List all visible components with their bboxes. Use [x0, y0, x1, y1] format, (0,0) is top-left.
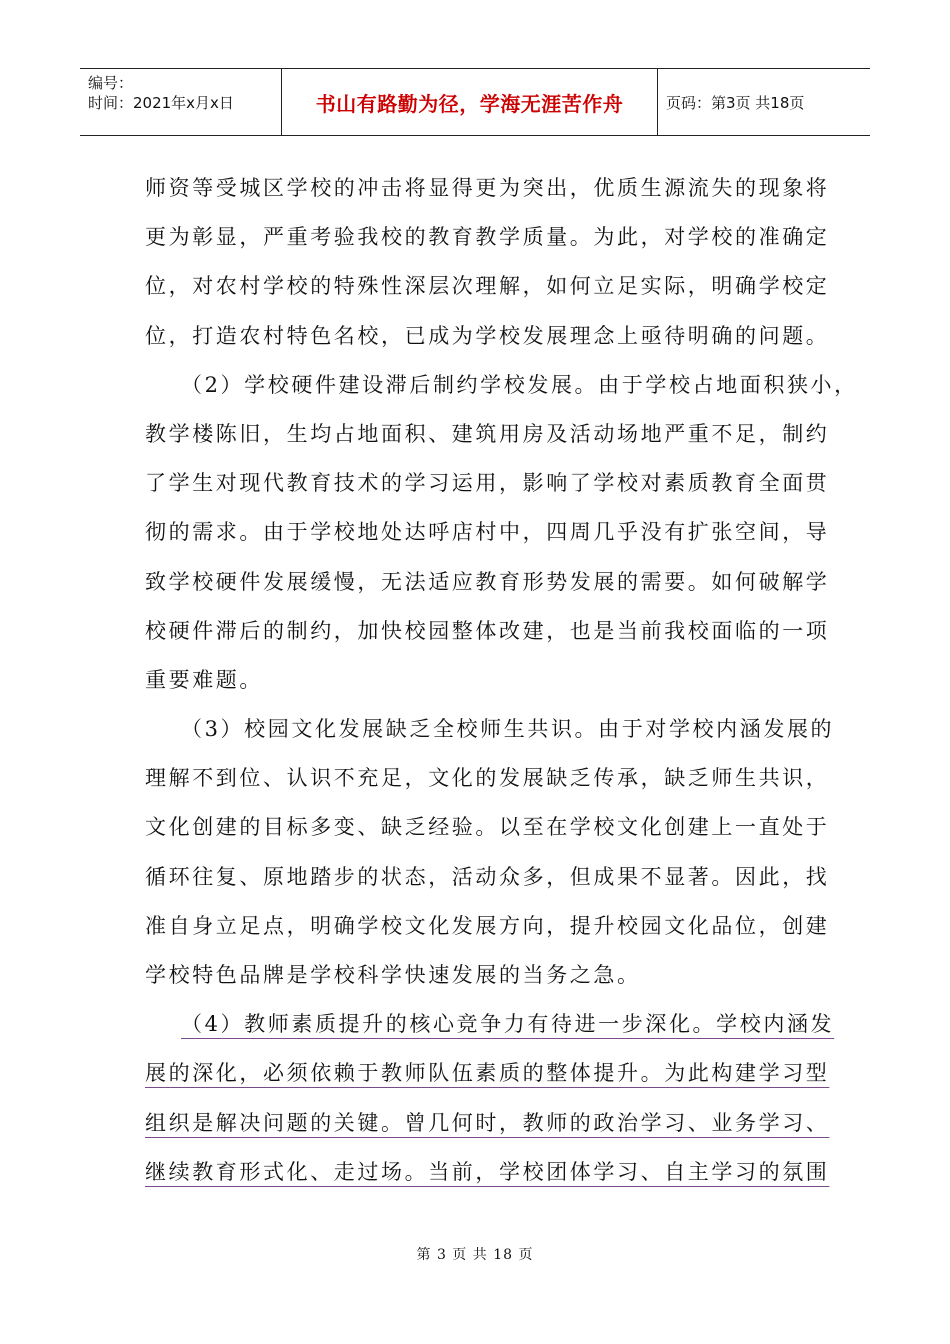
body-line: 位，对农村学校的特殊性深层次理解，如何立足实际，明确学校定	[145, 274, 830, 299]
body-line: 更为彰显，严重考验我校的教育教学质量。为此，对学校的准确定	[145, 225, 830, 250]
underlined-text: （4）教师素质提升的核心竞争力有待进一步深化。学校内涵发	[181, 1012, 835, 1037]
body-line: 重要难题。	[145, 667, 263, 692]
underlined-text: 继续教育形式化、走过场。当前，学校团体学习、自主学习的氛围	[145, 1159, 830, 1184]
body-line: 学校特色品牌是学校科学快速发展的当务之急。	[145, 963, 641, 987]
page-footer: 第 3 页 共 18 页	[416, 1247, 534, 1263]
body-line: 理解不到位、认识不充足，文化的发展缺乏传承，缺乏师生共识，	[145, 766, 830, 791]
underlined-body-line	[145, 1099, 830, 1148]
body-line: 师资等受城区学校的冲击将显得更为突出，优质生源流失的现象将	[145, 176, 830, 200]
paragraph-start-line: （2）学校硬件建设滞后制约学校发展。由于学校占地面积狭小，	[181, 372, 858, 397]
body-line: 致学校硬件发展缓慢，无法适应教育形势发展的需要。如何破解学	[145, 569, 830, 594]
underlined-text: 组织是解决问题的关键。曾几何时，教师的政治学习、业务学习、	[145, 1110, 830, 1135]
body-line: 循环往复、原地踏步的状态，活动众多，但成果不显著。因此，找	[145, 864, 830, 889]
body-line: 位，打造农村特色名校，已成为学校发展理念上亟待明确的问题。	[145, 323, 830, 348]
body-line: 了学生对现代教育技术的学习运用，影响了学校对素质教育全面贯	[145, 471, 830, 496]
underlined-body-line	[145, 1049, 830, 1098]
underlined-paragraph-start-line	[145, 1000, 835, 1049]
body-line: 彻的需求。由于学校地处达呼店村中，四周几乎没有扩张空间，导	[145, 520, 830, 545]
header-page-info: 页码：第3页 共18页	[666, 93, 805, 112]
paragraph-start-line: （3）校园文化发展缺乏全校师生共识。由于对学校内涵发展的	[181, 717, 835, 742]
document-time-label: 时间：2021年x月x日	[88, 94, 234, 112]
document-body	[145, 164, 858, 1197]
body-line: 文化创建的目标多变、缺乏经验。以至在学校文化创建上一直处于	[145, 815, 830, 840]
underlined-text: 展的深化，必须依赖于教师队伍素质的整体提升。为此构建学习型	[145, 1061, 830, 1086]
body-line: 准自身立足点，明确学校文化发展方向，提升校园文化品位，创建	[145, 913, 830, 938]
page-header	[80, 68, 870, 136]
document-number-label: 编号：	[88, 74, 134, 92]
underlined-body-line	[145, 1148, 830, 1197]
body-line: 教学楼陈旧，生均占地面积、建筑用房及活动场地严重不足，制约	[145, 421, 830, 446]
header-meta	[80, 69, 282, 135]
header-motto: 书山有路勤为径，学海无涯苦作舟	[282, 69, 658, 135]
body-line: 校硬件滞后的制约，加快校园整体改建，也是当前我校面临的一项	[145, 618, 830, 643]
